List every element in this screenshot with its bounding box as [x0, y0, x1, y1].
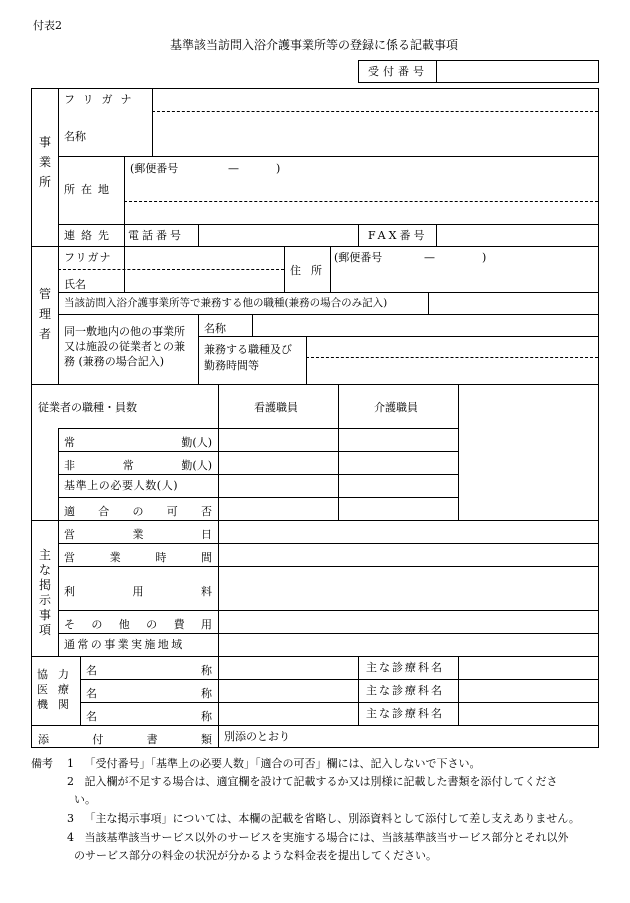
- remark-item-1: 1 「受付番号」「基準上の必要人数」「適合の可否」欄には、記入しないで下さい。: [67, 757, 481, 770]
- coop-name-input-3[interactable]: [224, 706, 352, 720]
- coop-name-label-2: 名 称: [86, 687, 212, 700]
- staff-col-care: 介護職員: [374, 401, 418, 414]
- staff-header-label: 従業者の職種・員数: [38, 401, 137, 414]
- coop-dept-label-1: 主な診療科名: [366, 661, 444, 674]
- manager-other-office-name-input[interactable]: [258, 318, 592, 332]
- notices-business-days-input[interactable]: [224, 524, 592, 538]
- manager-other-duty-label-1: 兼務する職種及び: [204, 343, 292, 356]
- manager-other-duty-input[interactable]: [312, 340, 592, 354]
- manager-concurrent-duty-label: 当該訪問入浴介護事業所等で兼務する他の職種(兼務の場合のみ記入): [64, 297, 388, 309]
- coop-name-label-3: 名 称: [86, 710, 212, 723]
- manager-furigana-label: フリガナ: [64, 251, 112, 264]
- coop-dept-input-3[interactable]: [464, 706, 592, 720]
- office-postal-label: (郵便番号: [130, 162, 179, 175]
- notices-usage-fee: 利 用 料: [64, 585, 212, 598]
- manager-name-input[interactable]: [130, 274, 280, 288]
- form-title: 基準該当訪問入浴介護事業所等の登録に係る記載事項: [170, 38, 459, 52]
- receipt-number-label: 受付番号: [368, 65, 428, 78]
- office-address-label: 所在地: [64, 183, 115, 196]
- receipt-number-value[interactable]: [444, 66, 594, 78]
- staff-fulltime-nurse-input[interactable]: [224, 432, 332, 446]
- notices-business-days: 営 業 日: [64, 528, 212, 541]
- office-address-input[interactable]: [132, 205, 592, 221]
- remark-item-4-cont: のサービス部分の料金の状況が分かるような料金表を提出してください。: [74, 849, 437, 862]
- office-phone-input[interactable]: [204, 228, 354, 242]
- staff-fulltime-care-input[interactable]: [344, 432, 452, 446]
- manager-postal-dash: —: [424, 251, 435, 264]
- manager-name-label: 氏名: [64, 278, 86, 291]
- coop-dept-label-2: 主な診療科名: [366, 684, 444, 697]
- notices-other-fees: そ の 他 の 費 用: [64, 618, 212, 631]
- coop-dept-input-1[interactable]: [464, 660, 592, 674]
- remark-item-2-cont: い。: [74, 793, 96, 806]
- manager-postal-close: ): [482, 251, 487, 264]
- manager-concurrent-duty-input[interactable]: [434, 296, 592, 310]
- coop-name-input-2[interactable]: [224, 683, 352, 697]
- staff-parttime-nurse-input[interactable]: [224, 455, 332, 469]
- remark-item-2: 2 記入欄が不足する場合は、適宜欄を設けて記載するか又は別様に記載した書類を添付してくださ: [67, 775, 558, 788]
- office-furigana-label: フリガナ: [64, 93, 140, 106]
- manager-other-office-name-label: 名称: [204, 322, 226, 335]
- attachments-label: 添 付 書 類: [38, 733, 212, 746]
- staff-row-fulltime: 常 勤(人): [64, 436, 212, 449]
- staff-col-nurse: 看護職員: [254, 401, 298, 414]
- manager-section-label: 管理者: [38, 287, 51, 341]
- manager-other-office-label-1: 同一敷地内の他の事業所: [64, 325, 185, 338]
- office-furigana-input[interactable]: [160, 92, 590, 106]
- coop-name-input-1[interactable]: [224, 660, 352, 674]
- notices-usage-fee-input[interactable]: [224, 570, 592, 606]
- office-fax-input[interactable]: [442, 228, 592, 242]
- attachment-label: 付表2: [33, 19, 62, 32]
- coop-name-label-1: 名 称: [86, 664, 212, 677]
- notices-service-area: 通常の事業実施地域: [64, 638, 185, 651]
- staff-row-adequacy: 適 合 の 可 否: [64, 505, 212, 518]
- manager-postal-label: (郵便番号: [334, 251, 383, 264]
- manager-address-input[interactable]: [338, 270, 592, 286]
- office-postal-close: ): [276, 162, 281, 175]
- manager-furigana-input[interactable]: [130, 250, 280, 264]
- notices-section-label: 主な掲示事項: [38, 548, 51, 637]
- attachments-value: 別添のとおり: [224, 730, 290, 743]
- staff-row-parttime: 非 常 勤(人): [64, 459, 212, 472]
- coop-section-label-2: 医療: [37, 683, 79, 696]
- office-contact-label: 連絡先: [64, 229, 115, 242]
- office-phone-label: 電話番号: [128, 229, 184, 242]
- coop-dept-label-3: 主な診療科名: [366, 707, 444, 720]
- staff-parttime-care-input[interactable]: [344, 455, 452, 469]
- manager-other-office-label-3: 務 (兼務の場合記入): [64, 355, 165, 368]
- remarks-label: 備考: [31, 757, 53, 770]
- office-name-input[interactable]: [160, 120, 590, 144]
- notices-other-fees-input[interactable]: [224, 614, 592, 628]
- remark-item-3: 3 「主な掲示事項」については、本欄の記載を省略し、別添資料として添付して差し支えありません。: [67, 812, 580, 825]
- notices-service-area-input[interactable]: [224, 637, 592, 651]
- office-name-label: 名称: [64, 130, 86, 143]
- notices-business-hours: 営 業 時 間: [64, 551, 212, 564]
- coop-dept-input-2[interactable]: [464, 683, 592, 697]
- notices-business-hours-input[interactable]: [224, 547, 592, 561]
- manager-address-label: 住所: [290, 264, 332, 277]
- coop-section-label-3: 機関: [37, 698, 79, 711]
- office-postal-dash: —: [228, 162, 239, 175]
- manager-other-office-label-2: 又は施設の従業者との兼: [64, 340, 185, 353]
- staff-row-required: 基準上の必要人数(人): [64, 479, 179, 492]
- remark-item-4: 4 当該基準該当サービス以外のサービスを実施する場合には、当該基準該当サービス部分とそれ以外: [67, 831, 569, 844]
- office-section-label: 事業所: [38, 135, 51, 189]
- manager-other-duty-label-2: 勤務時間等: [204, 359, 259, 372]
- office-fax-label: FAX番号: [368, 229, 428, 242]
- coop-section-label-1: 協力: [37, 668, 79, 681]
